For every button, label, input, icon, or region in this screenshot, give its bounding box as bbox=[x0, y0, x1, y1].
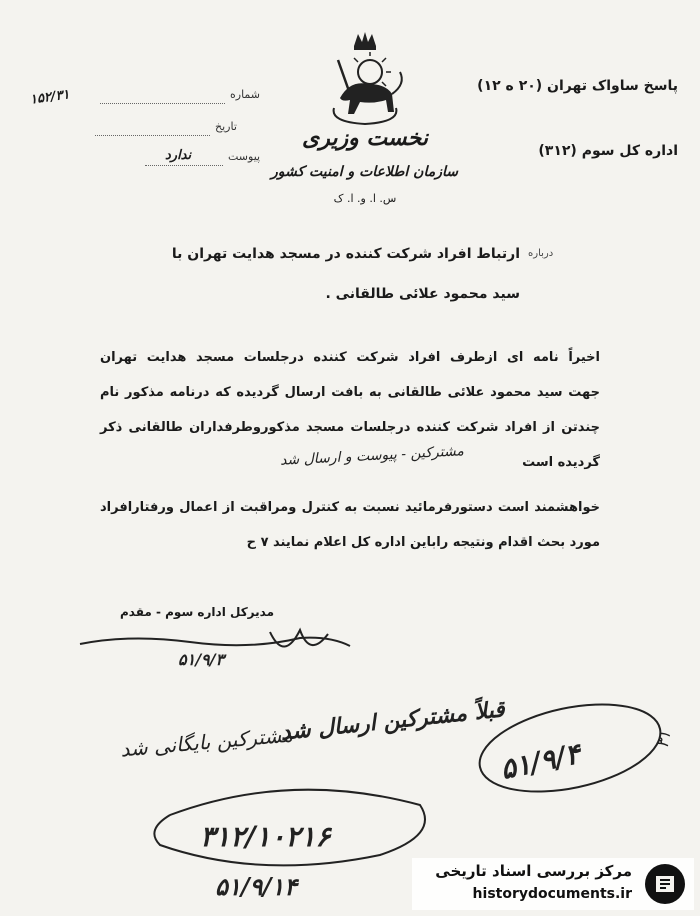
date-label: تاریخ bbox=[215, 120, 237, 133]
org-subtitle: سازمان اطلاعات و امنیت کشور bbox=[271, 164, 458, 180]
recipient-line: پاسخ ساواک تهران (۲۰ ه ۱۲) bbox=[477, 78, 678, 94]
subject-label: درباره bbox=[528, 248, 554, 259]
number-line bbox=[100, 103, 225, 104]
attachment-value: ندارد bbox=[165, 148, 192, 163]
subject-line-1: ارتباط افراد شرکت کننده در مسجد هدایت تهران با bbox=[171, 246, 520, 262]
lion-and-sun-emblem-icon bbox=[320, 28, 410, 128]
signer-title: مدیرکل اداره سوم - مقدم bbox=[120, 605, 275, 619]
body-line-4: گردیده است bbox=[522, 455, 600, 470]
subject-line-2: سید محمود علائی طالقانی . bbox=[325, 286, 520, 302]
date-line bbox=[95, 135, 210, 136]
attachment-line bbox=[145, 165, 223, 166]
recipient-line-2: اداره کل سوم (۳۱۲) bbox=[538, 143, 678, 159]
org-title: نخست وزیری bbox=[302, 125, 428, 151]
registration-number: ۳۱۲/۱۰۲۱۶ bbox=[200, 820, 331, 853]
annotation-note-1: قبلاً مشترکین ارسال شد bbox=[279, 696, 506, 746]
body-line-3: چندتن از افراد شرکت کننده درجلسات مسجد مذکوروطرفداران طالقانی ذکر bbox=[100, 420, 600, 435]
body-line-5: خواهشمند است دستورفرمائید نسبت به کنترل ومراقبت از اعمال ورفتارافراد bbox=[100, 500, 600, 515]
watermark-en: historydocuments.ir bbox=[472, 886, 632, 902]
signature-date: ۵۱/۹/۳ bbox=[178, 650, 225, 669]
number-value: ۱۵۲/۳۱ bbox=[29, 87, 71, 108]
org-code: س. ا. و. ا. ک bbox=[333, 192, 397, 205]
watermark-fa: مرکز بررسی اسناد تاریخی bbox=[435, 862, 632, 880]
number-label: شماره bbox=[230, 88, 261, 101]
body-line-1: اخیراً نامه ای ازطرف افراد شرکت کننده درجلسات مسجد هدایت تهران bbox=[100, 350, 600, 365]
annotation-note-2: مشترکین بایگانی شد bbox=[119, 722, 294, 762]
body-line-6: مورد بحث اقدام ونتیجه راباین اداره کل اعلام نمایند ۷ ح bbox=[246, 535, 600, 550]
annotation-date-circle: ۵۱/۹/۴ bbox=[497, 736, 584, 787]
registration-date: ۵۱/۹/۱۴ bbox=[215, 872, 297, 901]
handwritten-insert: مشترکین - پیوست و ارسال شد bbox=[279, 443, 465, 469]
archive-logo-icon bbox=[642, 862, 688, 906]
attachment-label: پیوست bbox=[228, 150, 261, 163]
annotation-side-mark: ۳۱ bbox=[652, 729, 675, 750]
body-line-2: جهت سید محمود علائی طالقانی به بافت ارسال گردیده که درنامه مذکور نام bbox=[100, 385, 600, 400]
watermark bbox=[412, 858, 694, 910]
